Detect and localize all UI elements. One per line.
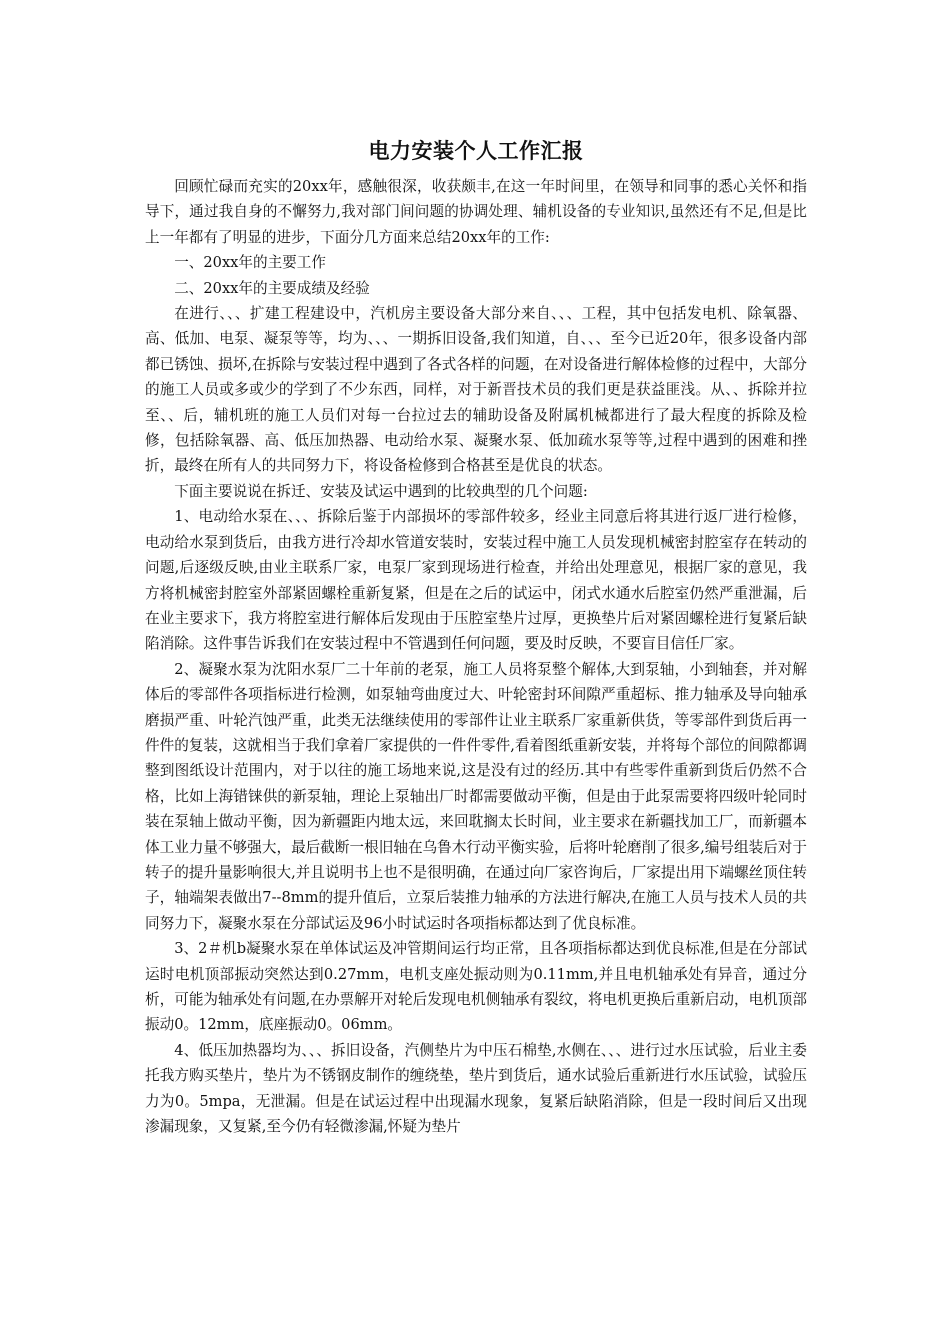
body-paragraph: 在进行、、、扩建工程建设中，汽机房主要设备大部分来自、、、工程，其中包括发电机、除氧器、高、低加、电泵、凝泵等等，均为、、、一期拆旧设备,我们知道，自、、、至今已近20年，很多设备内部都已锈蚀、损坏,在拆除与安装过程中遇到了各式各样的问题，在对设备进行解体检修的过程中，大部分的施工人员或多或少的学到了不少东西，同样，对于新晋技术员的我们更是获益匪浅。从、、拆除并拉至、、后，辅机班的施工人员们对每一台拉过去的辅助设备及附属机械都进行了最大程度的拆除及检修，包括除氧器、高、低压加热器、电动给水泵、凝聚水泵、低加疏水泵等等,过程中遇到的困难和挫折，最终在所有人的共同努力下，将设备检修到合格甚至是优良的状态。	[145, 305, 807, 475]
section-heading-main-work: 一、20xx年的主要工作	[174, 254, 326, 272]
intro-paragraph: 回顾忙碌而充实的20xx年，感触很深，收获颇丰,在这一年时间里，在领导和同事的悉心关怀和指导下，通过我自身的不懈努力,我对部门间问题的协调处理、辅机设备的专业知识,虽然还有不足,但是比上一年都有了明显的进步，下面分几方面来总结20xx年的工作:	[145, 178, 807, 246]
document-title: 电力安装个人工作汇报	[368, 139, 584, 163]
issue-paragraph: 4、低压加热器均为、、、拆旧设备，汽侧垫片为中压石棉垫,水侧在、、、进行过水压试验，后业主委托我方购买垫片，垫片为不锈钢皮制作的缠绕垫，垫片到货后，通水试验后重新进行水压试验，试验压力为0。5mpa，无泄漏。但是在试运过程中出现漏水现象，复紧后缺陷消除，但是一段时间后又出现渗漏现象，又复紧,至今仍有轻微渗漏,怀疑为垫片	[145, 1041, 807, 1136]
issue-paragraph: 3、2＃机b凝聚水泵在单体试运及冲管期间运行均正常，且各项指标都达到优良标准,但是在分部试运时电机顶部振动突然达到0.27mm，电机支座处振动则为0.11mm,并且电机轴承处有异音，通过分析，可能为轴承处有问题,在办票解开对轮后发现电机侧轴承有裂纹，将电机更换后重新启动，电机顶部振动0。12mm，底座振动0。06mm。	[145, 940, 807, 1034]
issue-paragraph: 2、凝聚水泵为沈阳水泵厂二十年前的老泵，施工人员将泵整个解体,大到泵轴，小到轴套，并对解体后的零部件各项指标进行检测，如泵轴弯曲度过大、叶轮密封环间隙严重超标、推力轴承及导向轴承磨损严重、叶轮汽蚀严重，此类无法继续使用的零部件让业主联系厂家重新供货，等零部件到货后再一件件的复装，这就相当于我们拿着厂家提供的一件件零件,看着图纸重新安装，并将每个部位的间隙都调整到图纸设计范围内，对于以往的施工场地来说,这是没有过的经历.其中有些零件重新到货后仍然不合格，比如上海错铼供的新泵轴，理论上泵轴出厂时都需要做动平衡，但是由于此泵需要将四级叶轮同时装在泵轴上做动平衡，因为新疆距内地太远，来回耽搁太长时间，业主要求在新疆找加工厂，而新疆本体工业力量不够强大，最后截断一根旧轴在乌鲁木行动平衡实验，后将叶轮磨削了很多,编号组装后对于转子的提升量影响很大,并且说明书上也不是很明确，在通过向厂家咨询后，厂家提出用下端螺丝顶住转子，轴端架表做出7--8mm的提升值后，立泵后装推力轴承的方法进行解决,在施工人员与技术人员的共同努力下，凝聚水泵在分部试运及96小时试运时各项指标都达到了优良标准。	[145, 660, 807, 932]
issue-paragraph: 1、电动给水泵在、、、拆除后鉴于内部损坏的零部件较多，经业主同意后将其进行返厂进行检修，电动给水泵到货后，由我方进行冷却水管道安装时，安装过程中施工人员发现机械密封腔室存在转动的问题,后逐级反映,由业主联系厂家，电泵厂家到现场进行检查，并给出处理意见，根据厂家的意见，我方将机械密封腔室外部紧固螺栓重新复紧，但是在之后的试运中，闭式水通水后腔室仍然严重泄漏，后在业主要求下，我方将腔室进行解体后发现由于压腔室垫片过厚，更换垫片后对紧固螺栓进行复紧后缺陷消除。这件事告诉我们在安装过程中不管遇到任何问题，要及时反映，不要盲目信任厂家。	[145, 508, 807, 653]
body-paragraph: 下面主要说说在拆迁、安装及试运中遇到的比较典型的几个问题:	[174, 482, 588, 500]
section-heading-achievements: 二、20xx年的主要成绩及经验	[174, 279, 370, 297]
